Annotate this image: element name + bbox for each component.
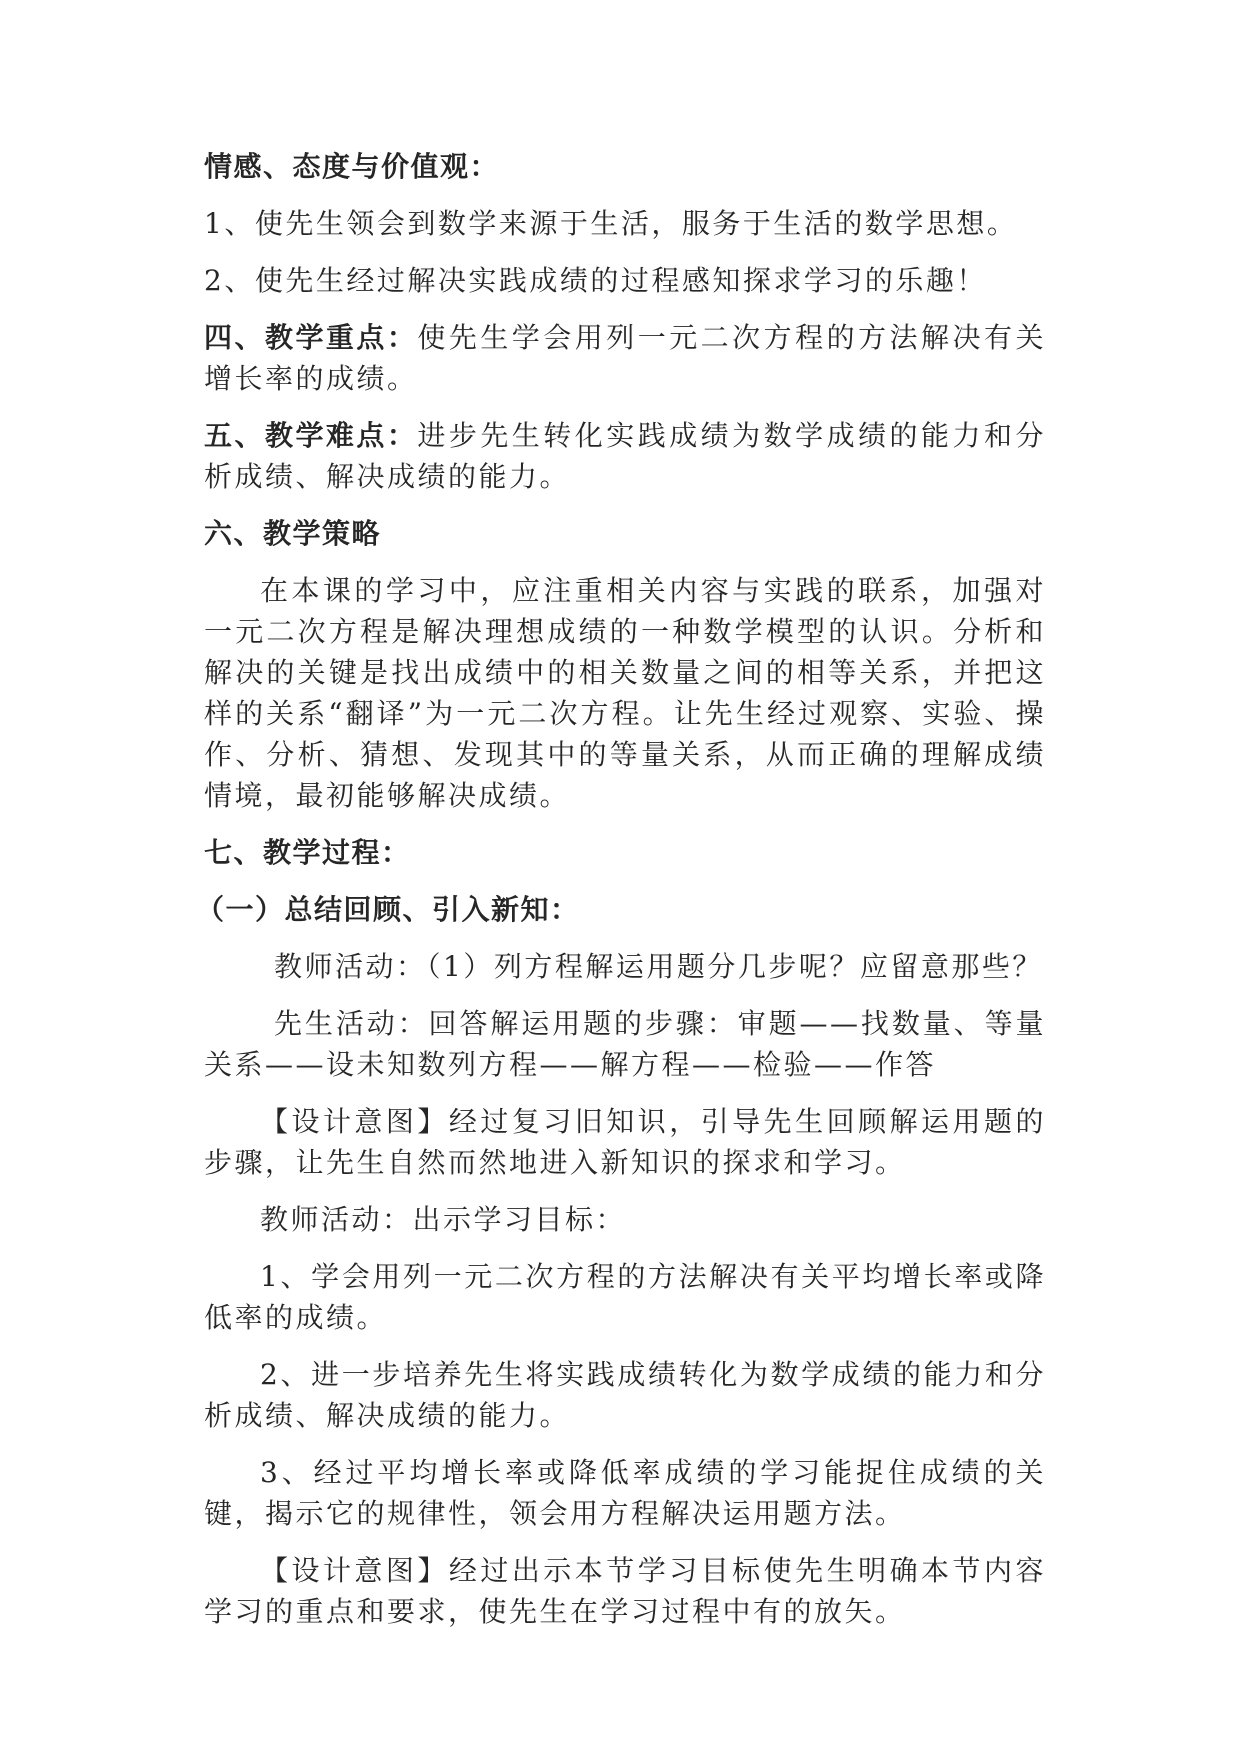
- teaching-process-heading: 七、教学过程：: [204, 836, 411, 869]
- teaching-difficulty-text: 进步先生转化实践成绩为数学成绩的能力和分析成绩、解决成绩的能力。: [204, 419, 1046, 493]
- review-intro-heading: （一）总结回顾、引入新知：: [196, 893, 580, 926]
- learning-objective-3: 3、经过平均增长率或降低率成绩的学习能捉住成绩的关键，揭示它的规律性，领会用方程解决运用题方法。: [204, 1456, 1046, 1530]
- learning-objective-1: 1、学会用列一元二次方程的方法解决有关平均增长率或降低率的成绩。: [204, 1260, 1046, 1334]
- objective-item-1: 1、使先生领会到数学来源于生活，服务于生活的数学思想。: [204, 207, 1018, 240]
- design-intent-2: 【设计意图】经过出示本节学习目标使先生明确本节内容学习的重点和要求，使先生在学习过程中有的放矢。: [204, 1554, 1046, 1628]
- teacher-activity-question: 教师活动：（1）列方程解运用题分几步呢？应留意那些？: [274, 950, 1043, 983]
- teaching-strategy-text: 在本课的学习中，应注重相关内容与实践的联系，加强对一元二次方程是解决理想成绩的一种数学模型的认识。分析和解决的关键是找出成绩中的相关数量之间的相等关系，并把这样的关系“翻译”为一元二次方程。让先生经过观察、实验、操作、分析、猜想、发现其中的等量关系，从而正确的理解成绩情境，最初能够解决成绩。: [204, 574, 1046, 812]
- teaching-difficulty-heading: 五、教学难点：: [204, 419, 418, 452]
- teaching-strategy-heading: 六、教学策略: [204, 517, 382, 550]
- student-activity-answer: 先生活动：回答解运用题的步骤：审题——找数量、等量关系——设未知数列方程——解方程——检验——作答: [204, 1007, 1046, 1081]
- teaching-focus-paragraph: [204, 317, 1046, 399]
- teacher-activity-objectives: 教师活动：出示学习目标：: [260, 1203, 627, 1236]
- teaching-difficulty-paragraph: [204, 415, 1046, 497]
- learning-objective-2: 2、进一步培养先生将实践成绩转化为数学成绩的能力和分析成绩、解决成绩的能力。: [204, 1358, 1046, 1432]
- section-heading-attitudes: 情感、态度与价值观：: [204, 150, 500, 183]
- document-body: [196, 146, 1046, 1632]
- objective-item-2: 2、使先生经过解决实践成绩的过程感知探求学习的乐趣！: [204, 264, 987, 297]
- teaching-focus-text: 使先生学会用列一元二次方程的方法解决有关增长率的成绩。: [204, 321, 1046, 395]
- design-intent-1: 【设计意图】经过复习旧知识，引导先生回顾解运用题的步骤，让先生自然而然地进入新知识的探求和学习。: [204, 1105, 1046, 1179]
- teaching-focus-heading: 四、教学重点：: [204, 321, 418, 354]
